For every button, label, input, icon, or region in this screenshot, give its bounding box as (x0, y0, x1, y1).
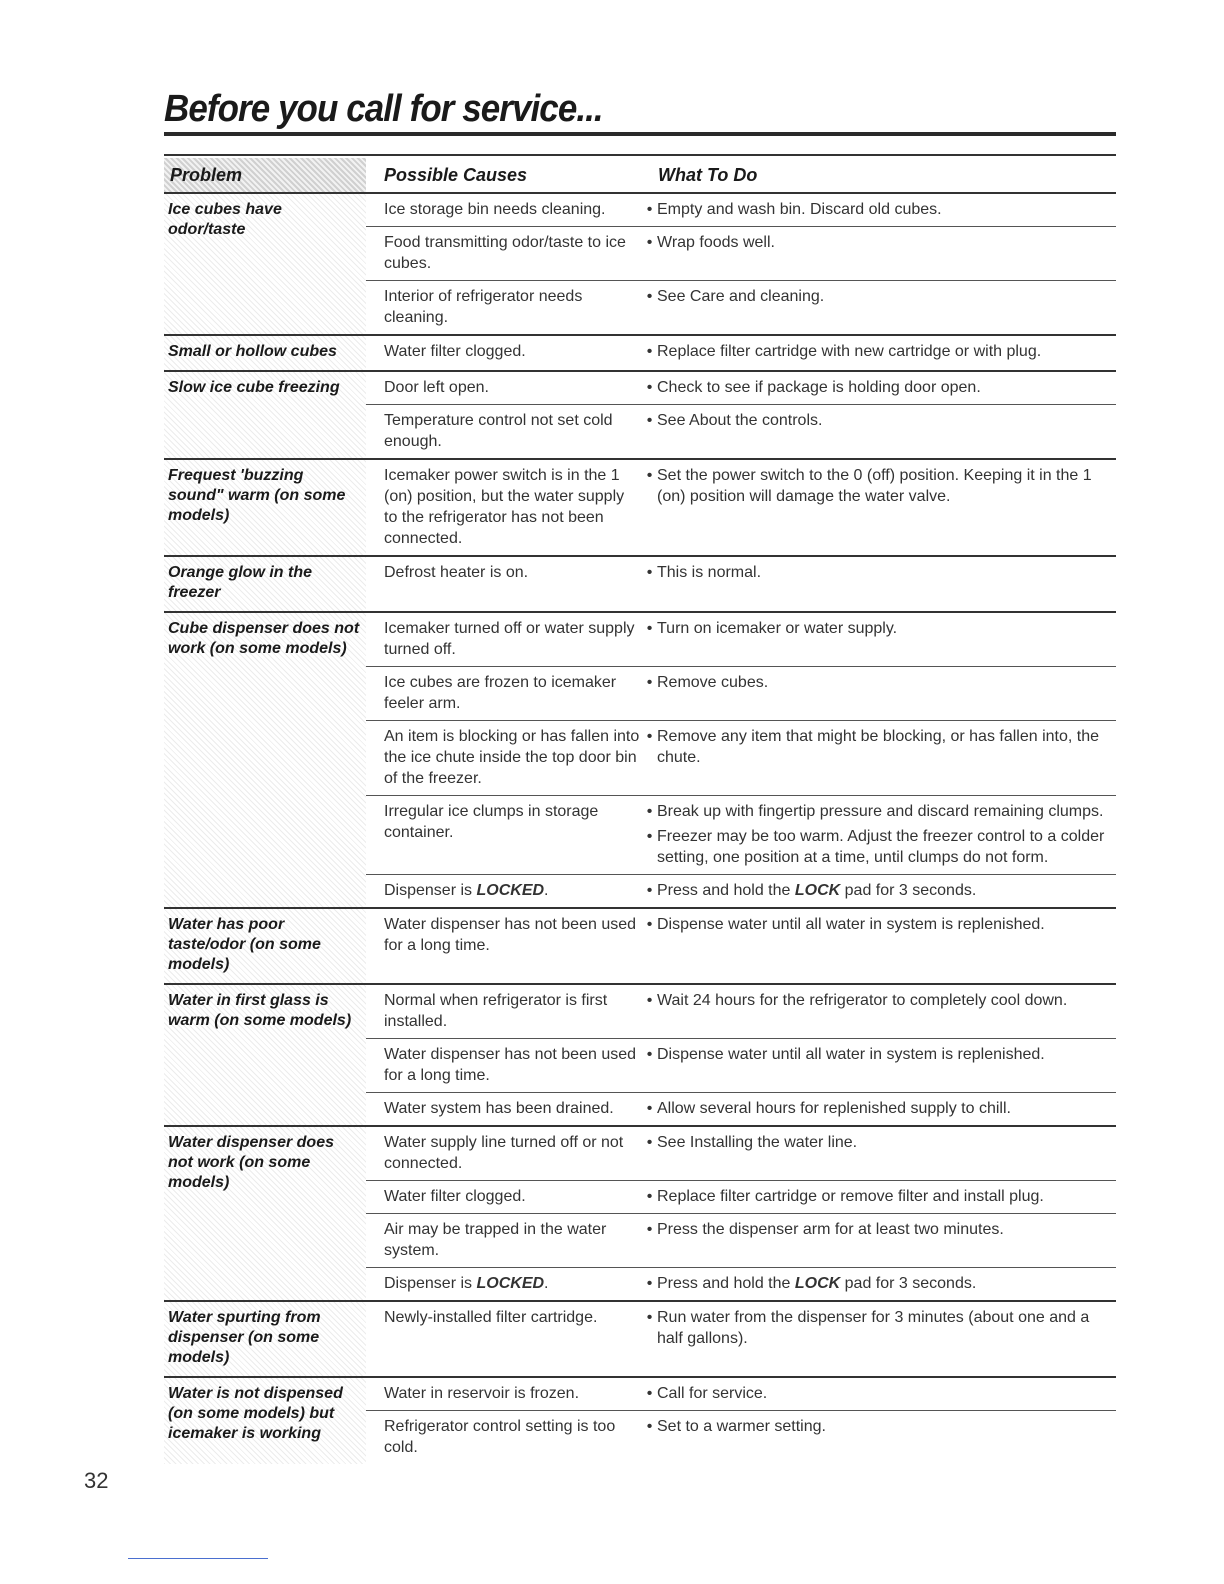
todo-text: Set the power switch to the 0 (off) position. Keeping it in the 1 (on) position will damage the water valve. (657, 467, 1092, 505)
todo-text: Run water from the dispenser for 3 minutes (about one and a half gallons). (657, 1309, 1090, 1347)
cause-text: Dispenser is LOCKED. (384, 1275, 549, 1292)
lock-pad-emphasis: LOCK (794, 1275, 841, 1292)
table-row (366, 1180, 1116, 1213)
table-row (366, 874, 1116, 907)
table-row (366, 460, 1116, 555)
problem-group (164, 557, 1116, 613)
problem-group (164, 336, 1116, 372)
todo-text: Empty and wash bin. Discard old cubes. (657, 201, 942, 218)
problem-label: Orange glow in the freezer (164, 557, 366, 611)
problem-group (164, 613, 1116, 909)
cause-text: Food transmitting odor/taste to ice cubes. (384, 234, 626, 272)
bullet-icon: • (646, 828, 653, 845)
table-row (366, 1092, 1116, 1125)
table-row (366, 1267, 1116, 1300)
bullet-icon: • (646, 1134, 653, 1151)
todo-text: Replace filter cartridge or remove filter and install plug. (657, 1188, 1044, 1205)
cause-text: Water dispenser has not been used for a long time. (384, 1046, 637, 1084)
bullet-icon: • (646, 234, 653, 251)
cause-text: Water filter clogged. (384, 1188, 526, 1205)
problem-group (164, 985, 1116, 1127)
todo-text: Call for service. (657, 1385, 768, 1402)
todo-text: Dispense water until all water in system is replenished. (657, 1046, 1045, 1063)
table-row (366, 404, 1116, 458)
problem-label: Water is not dispensed (on some models) but icemaker is working (164, 1378, 366, 1464)
todo-text: Press the dispenser arm for at least two minutes. (657, 1221, 1004, 1238)
cause-text: Icemaker turned off or water supply turned off. (384, 620, 635, 658)
bullet-icon: • (646, 379, 653, 396)
cause-text: Refrigerator control setting is too cold. (384, 1418, 616, 1456)
bullet-icon: • (646, 674, 653, 691)
page-title: Before you call for service... (164, 88, 603, 130)
problem-label: Frequest 'buzzing sound" warm (on some models) (164, 460, 366, 555)
table-header (164, 158, 1116, 194)
table-row (366, 909, 1116, 962)
bullet-icon: • (646, 916, 653, 933)
todo-text: See Installing the water line. (657, 1134, 858, 1151)
problem-label: Ice cubes have odor/taste (164, 194, 366, 334)
todo-text: Check to see if package is holding door open. (657, 379, 981, 396)
table-row (366, 613, 1116, 666)
todo-text: Remove cubes. (657, 674, 769, 691)
bullet-icon: • (646, 1418, 653, 1435)
table-row (366, 372, 1116, 404)
table-row (366, 280, 1116, 334)
troubleshooting-table (164, 158, 1116, 1464)
todo-text: Turn on icemaker or water supply. (657, 620, 898, 637)
bullet-icon: • (646, 1309, 653, 1326)
bullet-icon: • (646, 728, 653, 745)
header-possible-causes: Possible Causes (384, 164, 528, 185)
table-row (366, 1127, 1116, 1180)
todo-text: Press and hold the LOCK pad for 3 seconds. (657, 882, 977, 899)
table-row (366, 666, 1116, 720)
cause-text: Water dispenser has not been used for a long time. (384, 916, 637, 954)
todo-text: Replace filter cartridge with new cartridge or with plug. (657, 343, 1042, 360)
todo-text: Wrap foods well. (657, 234, 775, 251)
table-row (366, 194, 1116, 226)
cause-text: Water system has been drained. (384, 1100, 614, 1117)
todo-text: This is normal. (657, 564, 762, 581)
problem-label: Slow ice cube freezing (164, 372, 366, 458)
problem-group (164, 372, 1116, 460)
bullet-icon: • (646, 1275, 653, 1292)
todo-text: Wait 24 hours for the refrigerator to completely cool down. (657, 992, 1068, 1009)
bullet-icon: • (646, 1385, 653, 1402)
todo-text: Break up with fingertip pressure and discard remaining clumps. (657, 803, 1104, 820)
footer-rule (128, 1558, 268, 1559)
todo-text: See Care and cleaning. (657, 288, 825, 305)
bullet-icon: • (646, 288, 653, 305)
todo-text: See About the controls. (657, 412, 823, 429)
cause-text: Air may be trapped in the water system. (384, 1221, 607, 1259)
bullet-icon: • (646, 1100, 653, 1117)
bullet-icon: • (646, 564, 653, 581)
problem-group (164, 194, 1116, 336)
problem-group (164, 909, 1116, 985)
table-row (366, 557, 1116, 589)
problem-label: Cube dispenser does not work (on some models) (164, 613, 366, 907)
cause-text: Temperature control not set cold enough. (384, 412, 613, 450)
cause-text: Door left open. (384, 379, 489, 396)
problem-group (164, 1127, 1116, 1302)
bullet-icon: • (646, 882, 653, 899)
bullet-icon: • (646, 201, 653, 218)
table-row (366, 226, 1116, 280)
problem-label: Water in first glass is warm (on some models) (164, 985, 366, 1125)
bullet-icon: • (646, 992, 653, 1009)
bullet-icon: • (646, 1221, 653, 1238)
bullet-icon: • (646, 412, 653, 429)
table-row (366, 1038, 1116, 1092)
table-row (366, 720, 1116, 795)
table-row (366, 336, 1116, 368)
cause-text: An item is blocking or has fallen into the ice chute inside the top door bin of the freezer. (384, 728, 640, 787)
bullet-icon: • (646, 467, 653, 484)
table-row (366, 1302, 1116, 1355)
todo-text: Press and hold the LOCK pad for 3 seconds. (657, 1275, 977, 1292)
problem-label: Water dispenser does not work (on some models) (164, 1127, 366, 1300)
cause-text: Ice storage bin needs cleaning. (384, 201, 606, 218)
todo-text: Dispense water until all water in system is replenished. (657, 916, 1045, 933)
todo-text: Set to a warmer setting. (657, 1418, 826, 1435)
lock-pad-emphasis: LOCK (794, 882, 841, 899)
table-row (366, 1378, 1116, 1410)
cause-text: Water supply line turned off or not connected. (384, 1134, 624, 1172)
locked-emphasis: LOCKED (476, 882, 545, 899)
header-what-to-do: What To Do (658, 164, 758, 185)
todo-text: Allow several hours for replenished supply to chill. (657, 1100, 1011, 1117)
problem-group (164, 460, 1116, 557)
cause-text: Normal when refrigerator is first installed. (384, 992, 608, 1030)
cause-text: Interior of refrigerator needs cleaning. (384, 288, 583, 326)
problem-label: Water has poor taste/odor (on some models) (164, 909, 366, 983)
bullet-icon: • (646, 1188, 653, 1205)
cause-text: Defrost heater is on. (384, 564, 529, 581)
cause-text: Water filter clogged. (384, 343, 526, 360)
problem-group (164, 1302, 1116, 1378)
table-row (366, 1213, 1116, 1267)
title-rule (164, 132, 1116, 136)
cause-text: Water in reservoir is frozen. (384, 1385, 580, 1402)
cause-text: Irregular ice clumps in storage container. (384, 803, 599, 841)
page-number: 32 (84, 1468, 109, 1493)
problem-label: Water spurting from dispenser (on some models) (164, 1302, 366, 1376)
table-row (366, 795, 1116, 874)
problem-group (164, 1378, 1116, 1464)
bullet-icon: • (646, 803, 653, 820)
header-problem: Problem (170, 164, 243, 185)
cause-text: Newly-installed filter cartridge. (384, 1309, 598, 1326)
table-row (366, 985, 1116, 1038)
table-row (366, 1410, 1116, 1464)
cause-text: Ice cubes are frozen to icemaker feeler arm. (384, 674, 617, 712)
bullet-icon: • (646, 620, 653, 637)
locked-emphasis: LOCKED (476, 1275, 545, 1292)
cause-text: Icemaker power switch is in the 1 (on) position, but the water supply to the refrigerator has not been connected. (384, 467, 625, 547)
cause-text: Dispenser is LOCKED. (384, 882, 549, 899)
todo-text: Freezer may be too warm. Adjust the freezer control to a colder setting, one position at a time, until clumps do not form. (657, 828, 1105, 866)
bullet-icon: • (646, 1046, 653, 1063)
problem-label: Small or hollow cubes (164, 336, 366, 370)
table-top-rule (164, 154, 1116, 156)
todo-text: Remove any item that might be blocking, or has fallen into, the chute. (657, 728, 1100, 766)
bullet-icon: • (646, 343, 653, 360)
